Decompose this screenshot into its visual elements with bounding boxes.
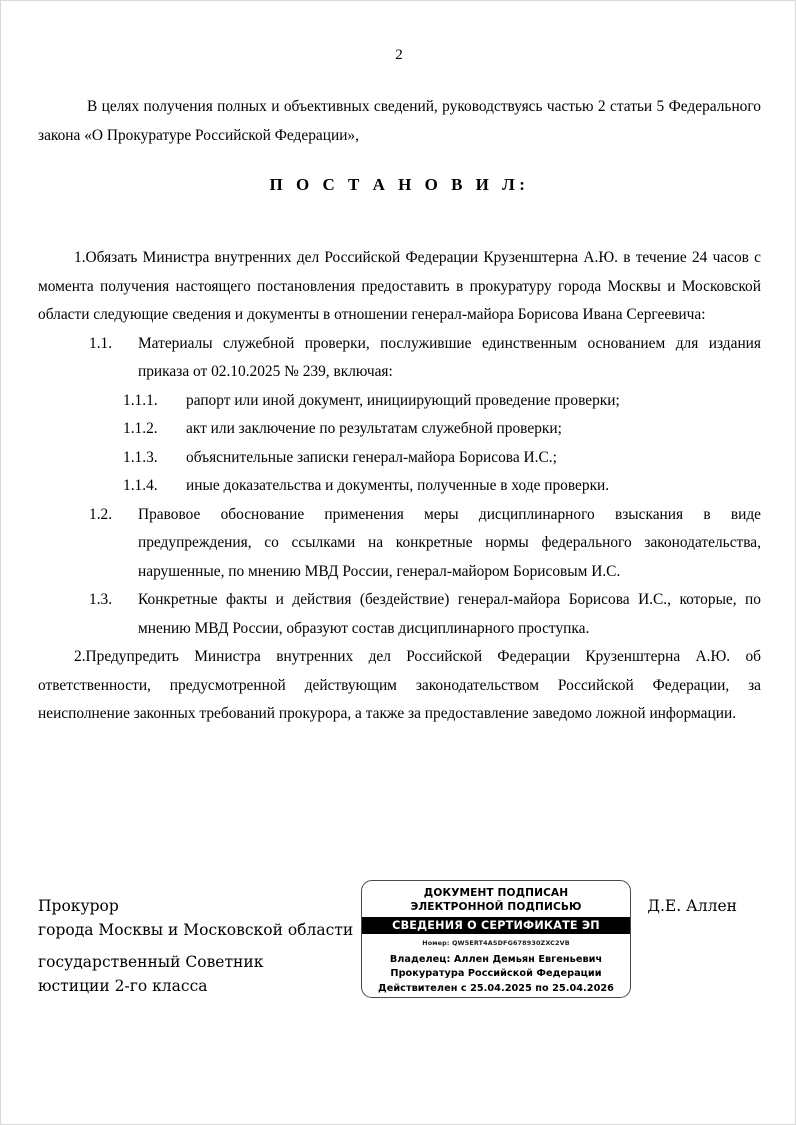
- list-item-text: рапорт или иной документ, инициирующий проведение проверки;: [186, 391, 620, 409]
- esig-certificate-band: СВЕДЕНИЯ О СЕРТИФИКАТЕ ЭП: [362, 917, 630, 934]
- list-item-text: объяснительные записки генерал-майора Борисова И.С.;: [186, 448, 557, 466]
- list-marker: 1.1.1.: [123, 391, 158, 409]
- esig-validity: Действителен с 25.04.2025 по 25.04.2026: [378, 982, 614, 994]
- list-item: [38, 472, 761, 501]
- esig-details: [362, 953, 630, 996]
- esig-owner: Владелец: Аллен Демьян Евгеньевич: [389, 954, 603, 965]
- signatory-rank-line1: государственный Советник: [38, 953, 264, 971]
- signatory-position-line1: Прокурор: [38, 897, 119, 915]
- list-marker: 1.1.3.: [123, 448, 158, 466]
- list-item: [38, 501, 761, 587]
- signatory-rank-line2: юстиции 2-го класса: [38, 977, 208, 995]
- list-item: [38, 330, 761, 387]
- list-marker: 1.3.: [89, 591, 113, 608]
- signatory-position-line2: города Москвы и Московской области: [38, 921, 354, 939]
- esig-title-line1: ДОКУМЕНТ ПОДПИСАН: [423, 887, 569, 899]
- document-body: [38, 93, 761, 729]
- list-item-text: акт или заключение по результатам служебной проверки;: [186, 420, 562, 437]
- esig-title: [362, 887, 630, 914]
- list-item: [38, 387, 761, 416]
- esig-certificate-number: Номер: QW5ERT4ASDFG678930ZXC2VB: [422, 939, 570, 947]
- page-number: 2: [395, 47, 403, 63]
- resolution-heading: П О С Т А Н О В И Л:: [269, 175, 530, 194]
- list-item: [38, 586, 761, 643]
- list-item-text: иные доказательства и документы, полученные в ходе проверки.: [186, 477, 610, 494]
- list-marker: 1.1.2.: [123, 420, 158, 437]
- list-item: [38, 415, 761, 444]
- esig-title-line2: ЭЛЕКТРОННОЙ ПОДПИСЬЮ: [410, 900, 582, 913]
- item-1-paragraph: 1.Обязать Министра внутренних дел Российской Федерации Крузенштерна А.Ю. в течение 24 часов с момента получения настоящего постановления предоставить в прокуратуру города Москвы и Московской области следующие сведения и документы в отношении генерал-майора Борисова Ивана Сергеевича:: [38, 249, 761, 323]
- spacer: [38, 942, 353, 950]
- list-marker: 1.1.: [89, 334, 113, 352]
- electronic-signature-stamp: [361, 880, 631, 998]
- list-item: [38, 444, 761, 473]
- list-item-text: Материалы служебной проверки, послужившие единственным основанием для издания приказа от 02.10.2025 № 239, включая:: [138, 334, 761, 380]
- item-2-paragraph: 2.Предупредить Министра внутренних дел Российской Федерации Крузенштерна А.Ю. об ответственности, предусмотренной действующим законодательством Российской Федерации, за неисполнение законных требований прокурора, а также за предоставление заведомо ложной информации.: [38, 648, 761, 722]
- list-item-text: Конкретные факты и действия (бездействие) генерал-майора Борисова И.С., которые, по мнению МВД России, образуют состав дисциплинарного проступка.: [138, 591, 761, 637]
- list-item-text: Правовое обоснование применения меры дисциплинарного взыскания в виде предупреждения, со ссылками на конкретные нормы федерального законодательства, нарушенные, по мнению МВД России, генерал-майором Борисовым И.С.: [138, 505, 761, 580]
- signatory-title-block: [38, 894, 353, 998]
- spacer: [38, 200, 761, 244]
- signatory-name: Д.Е. Аллен: [647, 897, 737, 915]
- list-marker: 1.1.4.: [123, 477, 158, 494]
- intro-paragraph: В целях получения полных и объективных сведений, руководствуясь частью 2 статьи 5 Федерального закона «О Прокуратуре Российской Федерации»,: [38, 98, 761, 144]
- esig-organization: Прокуратура Российской Федерации: [390, 968, 602, 980]
- sublist-level-2: [38, 330, 761, 644]
- list-marker: 1.2.: [89, 505, 113, 523]
